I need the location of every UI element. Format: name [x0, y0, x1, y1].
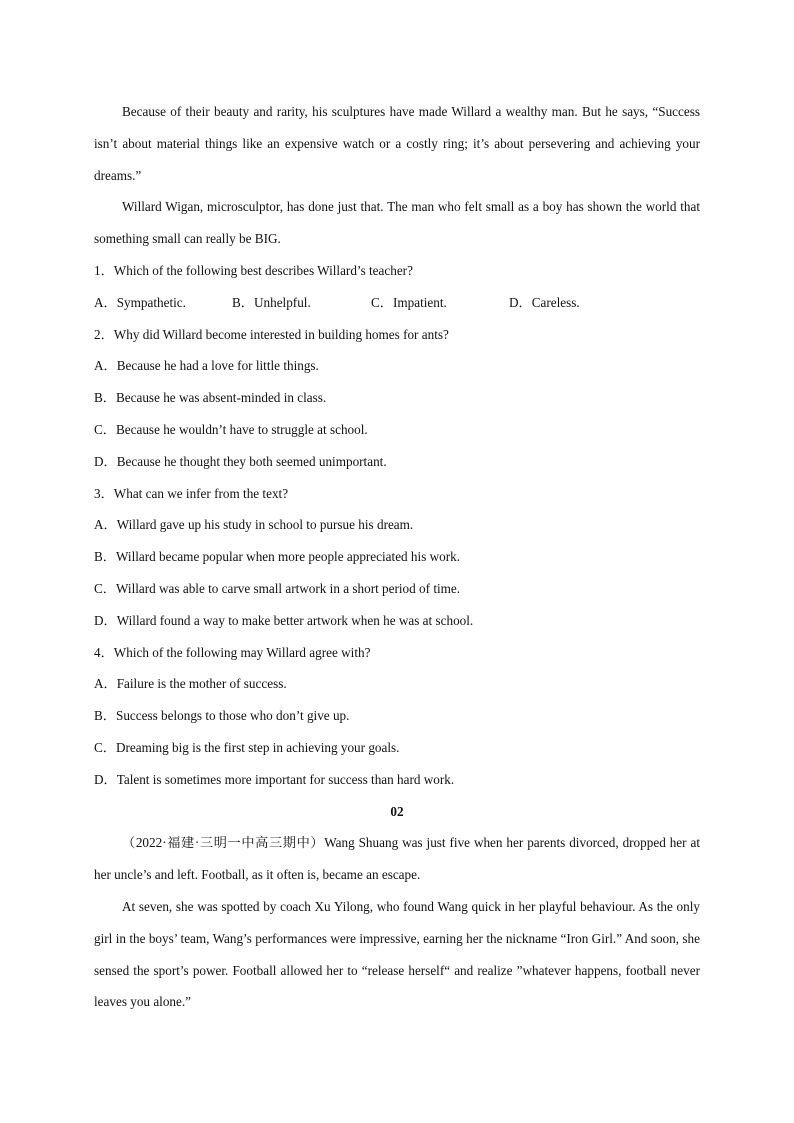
question-3-option-c: C．Willard was able to carve small artwork in a short period of time.	[94, 580, 461, 596]
question-3-option-b: B．Willard became popular when more people appreciated his work.	[94, 549, 461, 565]
question-4-option-d: D．Talent is sometimes more important for success than hard work.	[94, 771, 455, 787]
question-2-stem: 2．Why did Willard become interested in building homes for ants?	[94, 326, 449, 342]
question-2-option-a: A．Because he had a love for little things.	[94, 358, 319, 374]
passage-paragraph-2: Willard Wigan, microsculptor, has done just that. The man who felt small as a boy has shown the world that something small can really be BIG.	[94, 199, 700, 247]
question-4-option-c: C．Dreaming big is the first step in achieving your goals.	[94, 739, 400, 755]
question-3-option-d: D．Willard found a way to make better artwork when he was at school.	[94, 612, 474, 628]
question-3-stem: 3．What can we infer from the text?	[94, 485, 289, 501]
question-1-option-a: A．Sympathetic.	[94, 294, 186, 310]
question-2-option-c: C．Because he wouldn’t have to struggle at school.	[94, 421, 368, 437]
section-number: 02	[390, 803, 404, 819]
section-2-paragraph-2: At seven, she was spotted by coach Xu Yilong, who found Wang quick in her playful behaviour. As the only girl in the boys’ team, Wang’s performances were impressive, earning her the nickname “Iron Girl.” And soon, she sensed the sport’s power. Football allowed her to “release herself“ and realize ”whatever happens, football never leaves you alone.”	[94, 898, 700, 1010]
question-1-option-b: B．Unhelpful.	[232, 294, 311, 310]
question-2-option-b: B．Because he was absent-minded in class.	[94, 390, 327, 406]
document-page	[94, 96, 700, 1018]
question-4-option-b: B．Success belongs to those who don’t give up.	[94, 708, 350, 724]
question-1-stem: 1．Which of the following best describes Willard’s teacher?	[94, 262, 413, 278]
question-1-option-c: C．Impatient.	[371, 294, 447, 310]
passage-paragraph-1: Because of their beauty and rarity, his sculptures have made Willard a wealthy man. But he says, “Success isn’t about material things like an expensive watch or a costly ring; it’s about persevering and achieving your dreams.”	[94, 104, 700, 183]
question-4-option-a: A．Failure is the mother of success.	[94, 676, 287, 692]
question-1-options	[94, 287, 700, 319]
section-2-paragraph-1: （2022·福建·三明一中高三期中）Wang Shuang was just five when her parents divorced, dropped her at her uncle’s and left. Football, as it often is, became an escape.	[94, 835, 700, 883]
question-1-option-d: D．Careless.	[509, 294, 580, 310]
question-3-option-a: A．Willard gave up his study in school to pursue his dream.	[94, 517, 414, 533]
question-4-stem: 4．Which of the following may Willard agree with?	[94, 644, 371, 660]
question-2-option-d: D．Because he thought they both seemed unimportant.	[94, 453, 387, 469]
